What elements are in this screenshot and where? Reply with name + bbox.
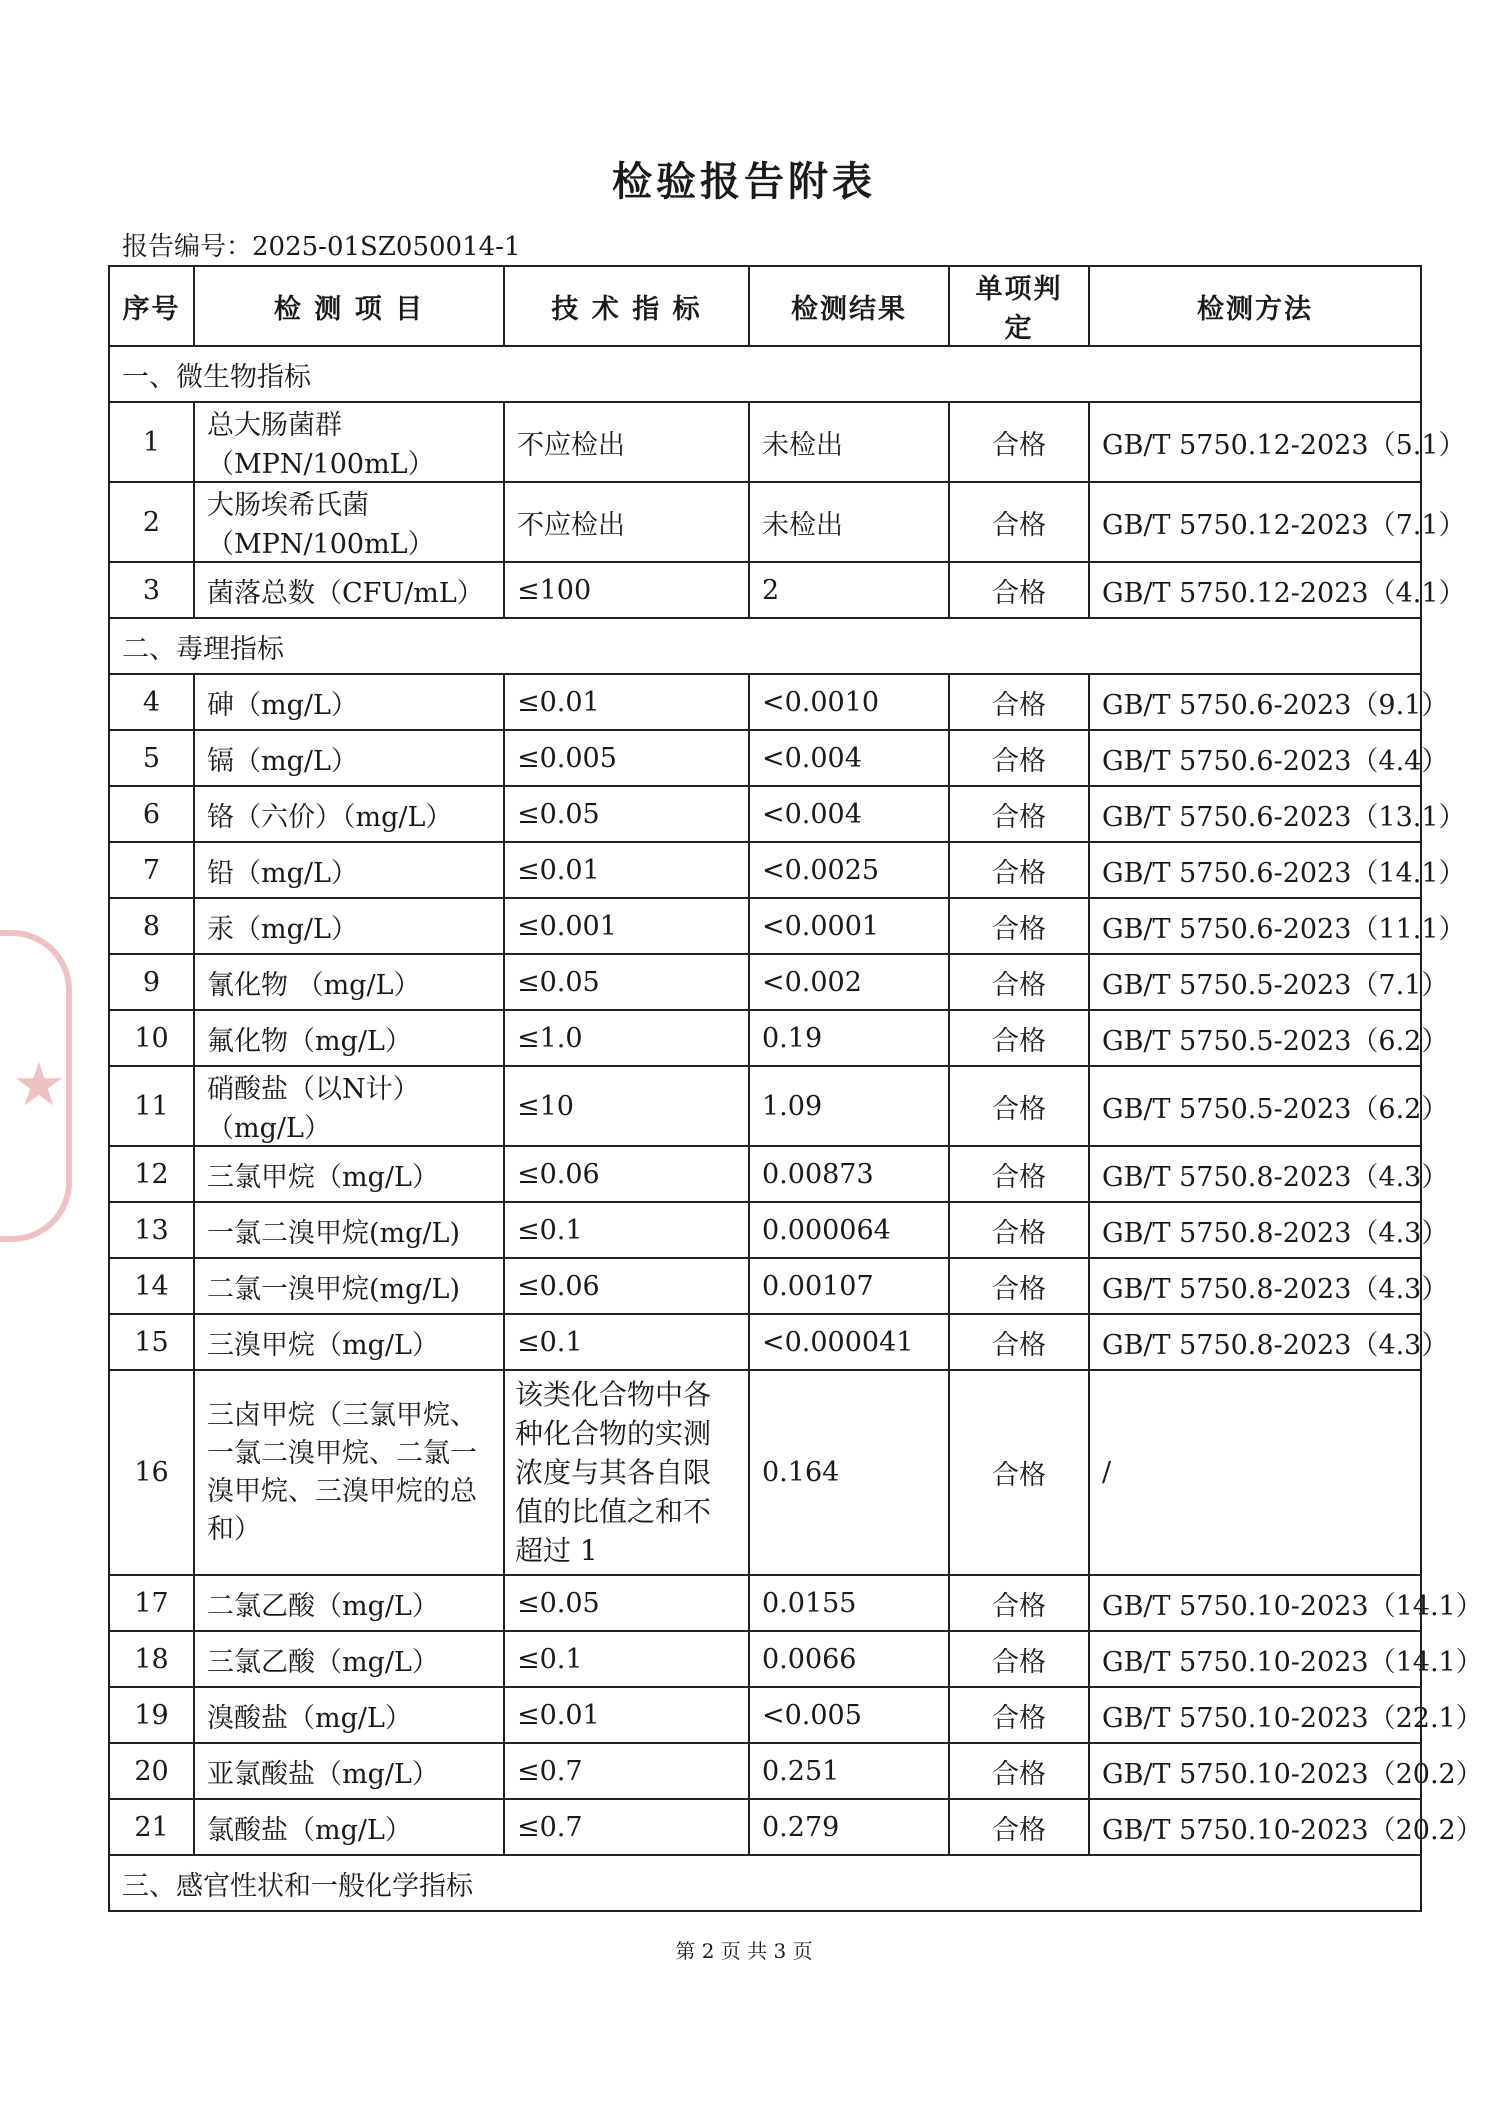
- cell-result: 0.00107: [749, 1258, 949, 1314]
- cell-seq: 8: [109, 898, 194, 954]
- cell-seq: 5: [109, 730, 194, 786]
- cell-judge: 合格: [949, 1743, 1089, 1799]
- cell-judge: 合格: [949, 954, 1089, 1010]
- table-row: [109, 1687, 1421, 1743]
- cell-item: 菌落总数（CFU/mL）: [194, 562, 504, 618]
- cell-std: ≤0.001: [504, 898, 749, 954]
- cell-seq: 15: [109, 1314, 194, 1370]
- cell-result: 未检出: [749, 402, 949, 482]
- table-row: [109, 954, 1421, 1010]
- cell-item: 三溴甲烷（mg/L）: [194, 1314, 504, 1370]
- cell-method: GB/T 5750.5-2023（7.1）: [1089, 954, 1421, 1010]
- cell-result: 1.09: [749, 1066, 949, 1146]
- cell-judge: 合格: [949, 842, 1089, 898]
- cell-judge: 合格: [949, 786, 1089, 842]
- report-table: [108, 265, 1483, 1912]
- cell-result: <0.004: [749, 730, 949, 786]
- cell-result: 0.000064: [749, 1202, 949, 1258]
- cell-seq: 4: [109, 674, 194, 730]
- cell-result: 0.19: [749, 1010, 949, 1066]
- cell-seq: 6: [109, 786, 194, 842]
- cell-method: GB/T 5750.10-2023（14.1）: [1089, 1631, 1421, 1687]
- table-row: [109, 1370, 1421, 1575]
- table-header-row: [109, 266, 1421, 346]
- cell-method: GB/T 5750.6-2023（14.1）: [1089, 842, 1421, 898]
- section-row: [109, 1855, 1421, 1911]
- cell-judge: 合格: [949, 1687, 1089, 1743]
- section-row: [109, 618, 1421, 674]
- table-row: [109, 402, 1421, 482]
- cell-seq: 16: [109, 1370, 194, 1575]
- cell-std: ≤0.01: [504, 1687, 749, 1743]
- cell-judge: 合格: [949, 402, 1089, 482]
- table-row: [109, 1743, 1421, 1799]
- cell-method: GB/T 5750.10-2023（22.1）: [1089, 1687, 1421, 1743]
- header-seq: 序号: [109, 266, 194, 346]
- cell-result: 0.164: [749, 1370, 949, 1575]
- cell-method: GB/T 5750.12-2023（7.1）: [1089, 482, 1421, 562]
- header-std: 技 术 指 标: [504, 266, 749, 346]
- cell-seq: 14: [109, 1258, 194, 1314]
- header-judge: 单项判定: [949, 266, 1089, 346]
- cell-std: ≤0.7: [504, 1743, 749, 1799]
- table-row: [109, 1575, 1421, 1631]
- cell-std: ≤100: [504, 562, 749, 618]
- cell-std: ≤0.1: [504, 1631, 749, 1687]
- cell-method: GB/T 5750.8-2023（4.3）: [1089, 1258, 1421, 1314]
- cell-method: GB/T 5750.8-2023（4.3）: [1089, 1202, 1421, 1258]
- cell-seq: 13: [109, 1202, 194, 1258]
- cell-seq: 9: [109, 954, 194, 1010]
- cell-seq: 10: [109, 1010, 194, 1066]
- cell-std: ≤0.01: [504, 674, 749, 730]
- cell-std: ≤0.05: [504, 786, 749, 842]
- cell-judge: 合格: [949, 1066, 1089, 1146]
- cell-seq: 7: [109, 842, 194, 898]
- table-row: [109, 1314, 1421, 1370]
- cell-judge: 合格: [949, 1370, 1089, 1575]
- cell-judge: 合格: [949, 482, 1089, 562]
- cell-judge: 合格: [949, 1010, 1089, 1066]
- table-row: [109, 730, 1421, 786]
- cell-std: ≤0.01: [504, 842, 749, 898]
- cell-result: 0.0155: [749, 1575, 949, 1631]
- table-row: [109, 786, 1421, 842]
- cell-result: 0.251: [749, 1743, 949, 1799]
- section-title: 一、微生物指标: [109, 346, 1421, 402]
- cell-item: 二氯乙酸（mg/L）: [194, 1575, 504, 1631]
- cell-item: 砷（mg/L）: [194, 674, 504, 730]
- cell-method: GB/T 5750.8-2023（4.3）: [1089, 1314, 1421, 1370]
- cell-std: ≤0.1: [504, 1202, 749, 1258]
- cell-seq: 3: [109, 562, 194, 618]
- cell-std: ≤0.7: [504, 1799, 749, 1855]
- cell-result: <0.005: [749, 1687, 949, 1743]
- cell-method: GB/T 5750.6-2023（4.4）: [1089, 730, 1421, 786]
- cell-judge: 合格: [949, 562, 1089, 618]
- cell-seq: 1: [109, 402, 194, 482]
- table-row: [109, 1146, 1421, 1202]
- cell-item: 镉（mg/L）: [194, 730, 504, 786]
- cell-item: 铬（六价）（mg/L）: [194, 786, 504, 842]
- table-row: [109, 1010, 1421, 1066]
- cell-item: 溴酸盐（mg/L）: [194, 1687, 504, 1743]
- cell-item: 三氯甲烷（mg/L）: [194, 1146, 504, 1202]
- cell-item: 汞（mg/L）: [194, 898, 504, 954]
- cell-seq: 21: [109, 1799, 194, 1855]
- table-row: [109, 562, 1421, 618]
- cell-method: GB/T 5750.10-2023（20.2）: [1089, 1743, 1421, 1799]
- cell-std: ≤1.0: [504, 1010, 749, 1066]
- cell-judge: 合格: [949, 1799, 1089, 1855]
- cell-method: GB/T 5750.5-2023（6.2）: [1089, 1010, 1421, 1066]
- cell-result: 0.00873: [749, 1146, 949, 1202]
- section-title: 二、毒理指标: [109, 618, 1421, 674]
- header-item: 检 测 项 目: [194, 266, 504, 346]
- page-footer: 第 2 页 共 3 页: [675, 1939, 813, 1963]
- cell-result: <0.002: [749, 954, 949, 1010]
- cell-judge: 合格: [949, 1202, 1089, 1258]
- cell-result: 2: [749, 562, 949, 618]
- cell-judge: 合格: [949, 1575, 1089, 1631]
- cell-std: ≤10: [504, 1066, 749, 1146]
- cell-result: <0.0025: [749, 842, 949, 898]
- cell-method: /: [1089, 1370, 1421, 1575]
- cell-item: 氰化物 （mg/L）: [194, 954, 504, 1010]
- table-row: [109, 1066, 1421, 1146]
- cell-item: 铅（mg/L）: [194, 842, 504, 898]
- cell-judge: 合格: [949, 1314, 1089, 1370]
- cell-std: 不应检出: [504, 482, 749, 562]
- header-result: 检测结果: [749, 266, 949, 346]
- table-row: [109, 898, 1421, 954]
- cell-judge: 合格: [949, 898, 1089, 954]
- cell-seq: 11: [109, 1066, 194, 1146]
- section-title: 三、感官性状和一般化学指标: [109, 1855, 1421, 1911]
- cell-result: 0.0066: [749, 1631, 949, 1687]
- cell-result: <0.0010: [749, 674, 949, 730]
- cell-method: GB/T 5750.6-2023（11.1）: [1089, 898, 1421, 954]
- cell-method: GB/T 5750.12-2023（5.1）: [1089, 402, 1421, 482]
- cell-judge: 合格: [949, 674, 1089, 730]
- section-row: [109, 346, 1421, 402]
- cell-item: 一氯二溴甲烷(mg/L): [194, 1202, 504, 1258]
- table-row: [109, 1631, 1421, 1687]
- cell-method: GB/T 5750.10-2023（20.2）: [1089, 1799, 1421, 1855]
- cell-seq: 18: [109, 1631, 194, 1687]
- cell-item: 硝酸盐（以N计）（mg/L）: [194, 1066, 504, 1146]
- table-row: [109, 1202, 1421, 1258]
- table-row: [109, 674, 1421, 730]
- cell-result: <0.000041: [749, 1314, 949, 1370]
- cell-seq: 2: [109, 482, 194, 562]
- cell-result: <0.0001: [749, 898, 949, 954]
- table-row: [109, 842, 1421, 898]
- cell-method: GB/T 5750.10-2023（14.1）: [1089, 1575, 1421, 1631]
- cell-seq: 20: [109, 1743, 194, 1799]
- cell-method: GB/T 5750.8-2023（4.3）: [1089, 1146, 1421, 1202]
- cell-std: ≤0.05: [504, 1575, 749, 1631]
- seal-star-icon: ★: [12, 1050, 66, 1120]
- cell-item: 大肠埃希氏菌（MPN/100mL）: [194, 482, 504, 562]
- cell-std: 该类化合物中各种化合物的实测浓度与其各自限值的比值之和不超过 1: [504, 1370, 749, 1575]
- cell-method: GB/T 5750.6-2023（13.1）: [1089, 786, 1421, 842]
- cell-item: 总大肠菌群（MPN/100mL）: [194, 402, 504, 482]
- cell-std: ≤0.005: [504, 730, 749, 786]
- table-row: [109, 482, 1421, 562]
- cell-result: 未检出: [749, 482, 949, 562]
- cell-item: 亚氯酸盐（mg/L）: [194, 1743, 504, 1799]
- cell-std: ≤0.05: [504, 954, 749, 1010]
- header-method: 检测方法: [1089, 266, 1421, 346]
- cell-item: 二氯一溴甲烷(mg/L): [194, 1258, 504, 1314]
- cell-result: <0.004: [749, 786, 949, 842]
- cell-result: 0.279: [749, 1799, 949, 1855]
- cell-seq: 19: [109, 1687, 194, 1743]
- cell-std: ≤0.1: [504, 1314, 749, 1370]
- cell-seq: 17: [109, 1575, 194, 1631]
- cell-method: GB/T 5750.12-2023（4.1）: [1089, 562, 1421, 618]
- cell-item: 氯酸盐（mg/L）: [194, 1799, 504, 1855]
- page-title: 检验报告附表: [612, 159, 876, 205]
- cell-item: 三卤甲烷（三氯甲烷、一氯二溴甲烷、二氯一溴甲烷、三溴甲烷的总和）: [194, 1370, 504, 1575]
- table-row: [109, 1799, 1421, 1855]
- cell-judge: 合格: [949, 1146, 1089, 1202]
- cell-judge: 合格: [949, 1258, 1089, 1314]
- cell-judge: 合格: [949, 730, 1089, 786]
- cell-std: ≤0.06: [504, 1258, 749, 1314]
- report-number: 报告编号：2025-01SZ050014-1: [122, 232, 521, 262]
- cell-method: GB/T 5750.6-2023（9.1）: [1089, 674, 1421, 730]
- cell-method: GB/T 5750.5-2023（6.2）: [1089, 1066, 1421, 1146]
- table-row: [109, 1258, 1421, 1314]
- cell-judge: 合格: [949, 1631, 1089, 1687]
- cell-item: 氟化物（mg/L）: [194, 1010, 504, 1066]
- cell-std: ≤0.06: [504, 1146, 749, 1202]
- cell-seq: 12: [109, 1146, 194, 1202]
- cell-item: 三氯乙酸（mg/L）: [194, 1631, 504, 1687]
- cell-std: 不应检出: [504, 402, 749, 482]
